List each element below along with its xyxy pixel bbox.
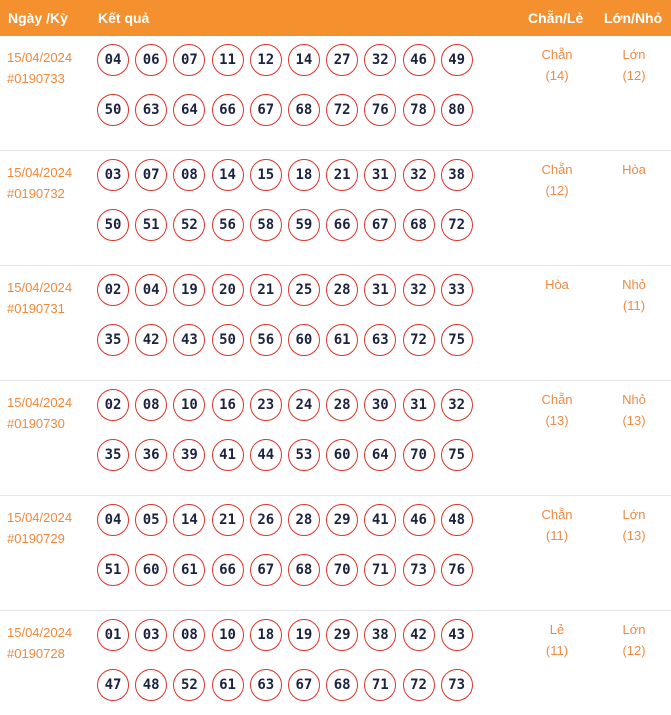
number-ball: 64 — [364, 439, 396, 471]
even-odd-count: (12) — [545, 183, 569, 198]
even-odd-value: Chẵn — [541, 162, 573, 177]
number-ball: 43 — [173, 324, 205, 356]
result-row — [0, 266, 671, 381]
number-ball: 56 — [212, 209, 244, 241]
result-numbers — [97, 389, 477, 471]
number-ball: 15 — [250, 159, 282, 191]
number-ball: 66 — [326, 209, 358, 241]
number-ball: 31 — [403, 389, 435, 421]
number-ball: 14 — [288, 44, 320, 76]
number-ball: 68 — [403, 209, 435, 241]
number-ball: 18 — [250, 619, 282, 651]
number-ball: 72 — [403, 324, 435, 356]
header-result: Kết quả — [98, 10, 150, 26]
number-ball: 47 — [97, 669, 129, 701]
number-ball: 07 — [135, 159, 167, 191]
number-ball: 30 — [364, 389, 396, 421]
number-ball: 20 — [212, 274, 244, 306]
number-ball: 01 — [97, 619, 129, 651]
result-row — [0, 611, 671, 715]
number-ball: 46 — [403, 44, 435, 76]
big-small-count: (11) — [622, 298, 646, 313]
number-ball: 10 — [173, 389, 205, 421]
number-ball: 67 — [250, 554, 282, 586]
number-ball: 50 — [97, 209, 129, 241]
even-odd-stat — [527, 159, 587, 201]
big-small-value: Nhỏ — [622, 392, 646, 407]
number-ball: 48 — [135, 669, 167, 701]
number-ball: 04 — [97, 44, 129, 76]
number-ball: 63 — [364, 324, 396, 356]
even-odd-stat — [527, 274, 587, 295]
draw-info — [7, 277, 72, 319]
result-row — [0, 151, 671, 266]
draw-id: #0190730 — [7, 416, 65, 431]
result-row — [0, 381, 671, 496]
number-ball: 35 — [97, 324, 129, 356]
draw-date: 15/04/2024 — [7, 50, 73, 65]
number-ball: 38 — [364, 619, 396, 651]
number-ball: 38 — [441, 159, 473, 191]
number-ball: 76 — [441, 554, 473, 586]
number-ball: 56 — [250, 324, 282, 356]
number-ball: 07 — [173, 44, 205, 76]
number-ball: 39 — [173, 439, 205, 471]
number-ball: 12 — [250, 44, 282, 76]
number-ball: 05 — [135, 504, 167, 536]
draw-id: #0190731 — [7, 301, 65, 316]
number-ball: 68 — [288, 554, 320, 586]
result-numbers — [97, 619, 477, 701]
even-odd-count: (11) — [545, 643, 569, 658]
number-ball: 59 — [288, 209, 320, 241]
number-ball: 71 — [364, 669, 396, 701]
number-ball: 28 — [326, 389, 358, 421]
number-ball: 19 — [288, 619, 320, 651]
big-small-value: Lớn — [622, 622, 646, 637]
number-ball: 73 — [441, 669, 473, 701]
draw-id: #0190732 — [7, 186, 65, 201]
even-odd-stat — [527, 504, 587, 546]
number-ball: 58 — [250, 209, 282, 241]
big-small-count: (12) — [622, 643, 646, 658]
even-odd-stat — [527, 389, 587, 431]
number-ball: 32 — [403, 274, 435, 306]
number-ball: 72 — [441, 209, 473, 241]
number-ball: 27 — [326, 44, 358, 76]
result-numbers — [97, 159, 477, 241]
draw-date: 15/04/2024 — [7, 625, 73, 640]
number-ball: 63 — [135, 94, 167, 126]
number-ball: 51 — [135, 209, 167, 241]
result-numbers — [97, 504, 477, 586]
number-ball: 51 — [97, 554, 129, 586]
number-ball: 68 — [326, 669, 358, 701]
number-ball: 42 — [403, 619, 435, 651]
big-small-value: Lớn — [622, 47, 646, 62]
number-ball: 41 — [212, 439, 244, 471]
big-small-count: (12) — [622, 68, 646, 83]
number-ball: 67 — [250, 94, 282, 126]
number-ball: 78 — [403, 94, 435, 126]
big-small-stat — [604, 274, 664, 316]
even-odd-value: Chẵn — [541, 392, 573, 407]
number-ball: 14 — [212, 159, 244, 191]
big-small-count: (13) — [622, 528, 646, 543]
number-ball: 52 — [173, 669, 205, 701]
number-ball: 50 — [97, 94, 129, 126]
number-ball: 25 — [288, 274, 320, 306]
number-ball: 75 — [441, 439, 473, 471]
draw-date: 15/04/2024 — [7, 510, 73, 525]
even-odd-count: (13) — [545, 413, 569, 428]
big-small-stat — [604, 389, 664, 431]
result-row — [0, 496, 671, 611]
number-ball: 28 — [326, 274, 358, 306]
number-ball: 14 — [173, 504, 205, 536]
number-ball: 32 — [441, 389, 473, 421]
even-odd-stat — [527, 619, 587, 661]
number-ball: 16 — [212, 389, 244, 421]
number-ball: 19 — [173, 274, 205, 306]
number-ball: 06 — [135, 44, 167, 76]
draw-info — [7, 622, 72, 664]
header-big-small: Lớn/Nhỏ — [604, 10, 663, 26]
number-ball: 24 — [288, 389, 320, 421]
big-small-stat — [604, 619, 664, 661]
table-header — [0, 0, 671, 36]
number-ball: 08 — [173, 619, 205, 651]
number-ball: 48 — [441, 504, 473, 536]
number-ball: 03 — [97, 159, 129, 191]
number-ball: 76 — [364, 94, 396, 126]
number-ball: 53 — [288, 439, 320, 471]
number-ball: 11 — [212, 44, 244, 76]
number-ball: 71 — [364, 554, 396, 586]
draw-id: #0190728 — [7, 646, 65, 661]
number-ball: 72 — [326, 94, 358, 126]
draw-id: #0190733 — [7, 71, 65, 86]
number-ball: 68 — [288, 94, 320, 126]
number-ball: 04 — [97, 504, 129, 536]
number-ball: 21 — [212, 504, 244, 536]
number-ball: 60 — [135, 554, 167, 586]
number-ball: 08 — [135, 389, 167, 421]
draw-info — [7, 392, 72, 434]
number-ball: 35 — [97, 439, 129, 471]
big-small-value: Lớn — [622, 507, 646, 522]
number-ball: 66 — [212, 94, 244, 126]
number-ball: 49 — [441, 44, 473, 76]
number-ball: 67 — [364, 209, 396, 241]
draw-date: 15/04/2024 — [7, 395, 73, 410]
number-ball: 29 — [326, 504, 358, 536]
number-ball: 64 — [173, 94, 205, 126]
draw-date: 15/04/2024 — [7, 165, 73, 180]
header-even-odd: Chẵn/Lẻ — [528, 10, 584, 26]
number-ball: 63 — [250, 669, 282, 701]
draw-id: #0190729 — [7, 531, 65, 546]
draw-date: 15/04/2024 — [7, 280, 73, 295]
number-ball: 33 — [441, 274, 473, 306]
number-ball: 44 — [250, 439, 282, 471]
header-date-draw: Ngày /Kỳ — [8, 10, 68, 26]
number-ball: 61 — [173, 554, 205, 586]
number-ball: 18 — [288, 159, 320, 191]
draw-info — [7, 507, 72, 549]
number-ball: 04 — [135, 274, 167, 306]
big-small-value: Nhỏ — [622, 277, 646, 292]
even-odd-value: Hòa — [545, 277, 569, 292]
number-ball: 70 — [326, 554, 358, 586]
number-ball: 46 — [403, 504, 435, 536]
draw-info — [7, 47, 72, 89]
number-ball: 36 — [135, 439, 167, 471]
number-ball: 66 — [212, 554, 244, 586]
number-ball: 67 — [288, 669, 320, 701]
result-numbers — [97, 274, 477, 356]
number-ball: 41 — [364, 504, 396, 536]
number-ball: 50 — [212, 324, 244, 356]
number-ball: 03 — [135, 619, 167, 651]
number-ball: 28 — [288, 504, 320, 536]
number-ball: 75 — [441, 324, 473, 356]
even-odd-value: Chẵn — [541, 47, 573, 62]
even-odd-count: (14) — [545, 68, 569, 83]
number-ball: 02 — [97, 274, 129, 306]
number-ball: 23 — [250, 389, 282, 421]
number-ball: 43 — [441, 619, 473, 651]
even-odd-value: Chẵn — [541, 507, 573, 522]
number-ball: 61 — [326, 324, 358, 356]
number-ball: 02 — [97, 389, 129, 421]
number-ball: 29 — [326, 619, 358, 651]
number-ball: 73 — [403, 554, 435, 586]
even-odd-stat — [527, 44, 587, 86]
number-ball: 60 — [288, 324, 320, 356]
big-small-value: Hòa — [622, 162, 646, 177]
number-ball: 60 — [326, 439, 358, 471]
number-ball: 42 — [135, 324, 167, 356]
even-odd-count: (11) — [545, 528, 569, 543]
number-ball: 21 — [326, 159, 358, 191]
number-ball: 61 — [212, 669, 244, 701]
number-ball: 10 — [212, 619, 244, 651]
number-ball: 72 — [403, 669, 435, 701]
draw-info — [7, 162, 72, 204]
number-ball: 08 — [173, 159, 205, 191]
big-small-stat — [604, 44, 664, 86]
number-ball: 21 — [250, 274, 282, 306]
number-ball: 26 — [250, 504, 282, 536]
big-small-stat — [604, 159, 664, 180]
number-ball: 80 — [441, 94, 473, 126]
number-ball: 32 — [364, 44, 396, 76]
number-ball: 52 — [173, 209, 205, 241]
number-ball: 32 — [403, 159, 435, 191]
big-small-stat — [604, 504, 664, 546]
big-small-count: (13) — [622, 413, 646, 428]
result-numbers — [97, 44, 477, 126]
result-row — [0, 36, 671, 151]
number-ball: 31 — [364, 159, 396, 191]
even-odd-value: Lẻ — [549, 622, 565, 637]
number-ball: 70 — [403, 439, 435, 471]
number-ball: 31 — [364, 274, 396, 306]
